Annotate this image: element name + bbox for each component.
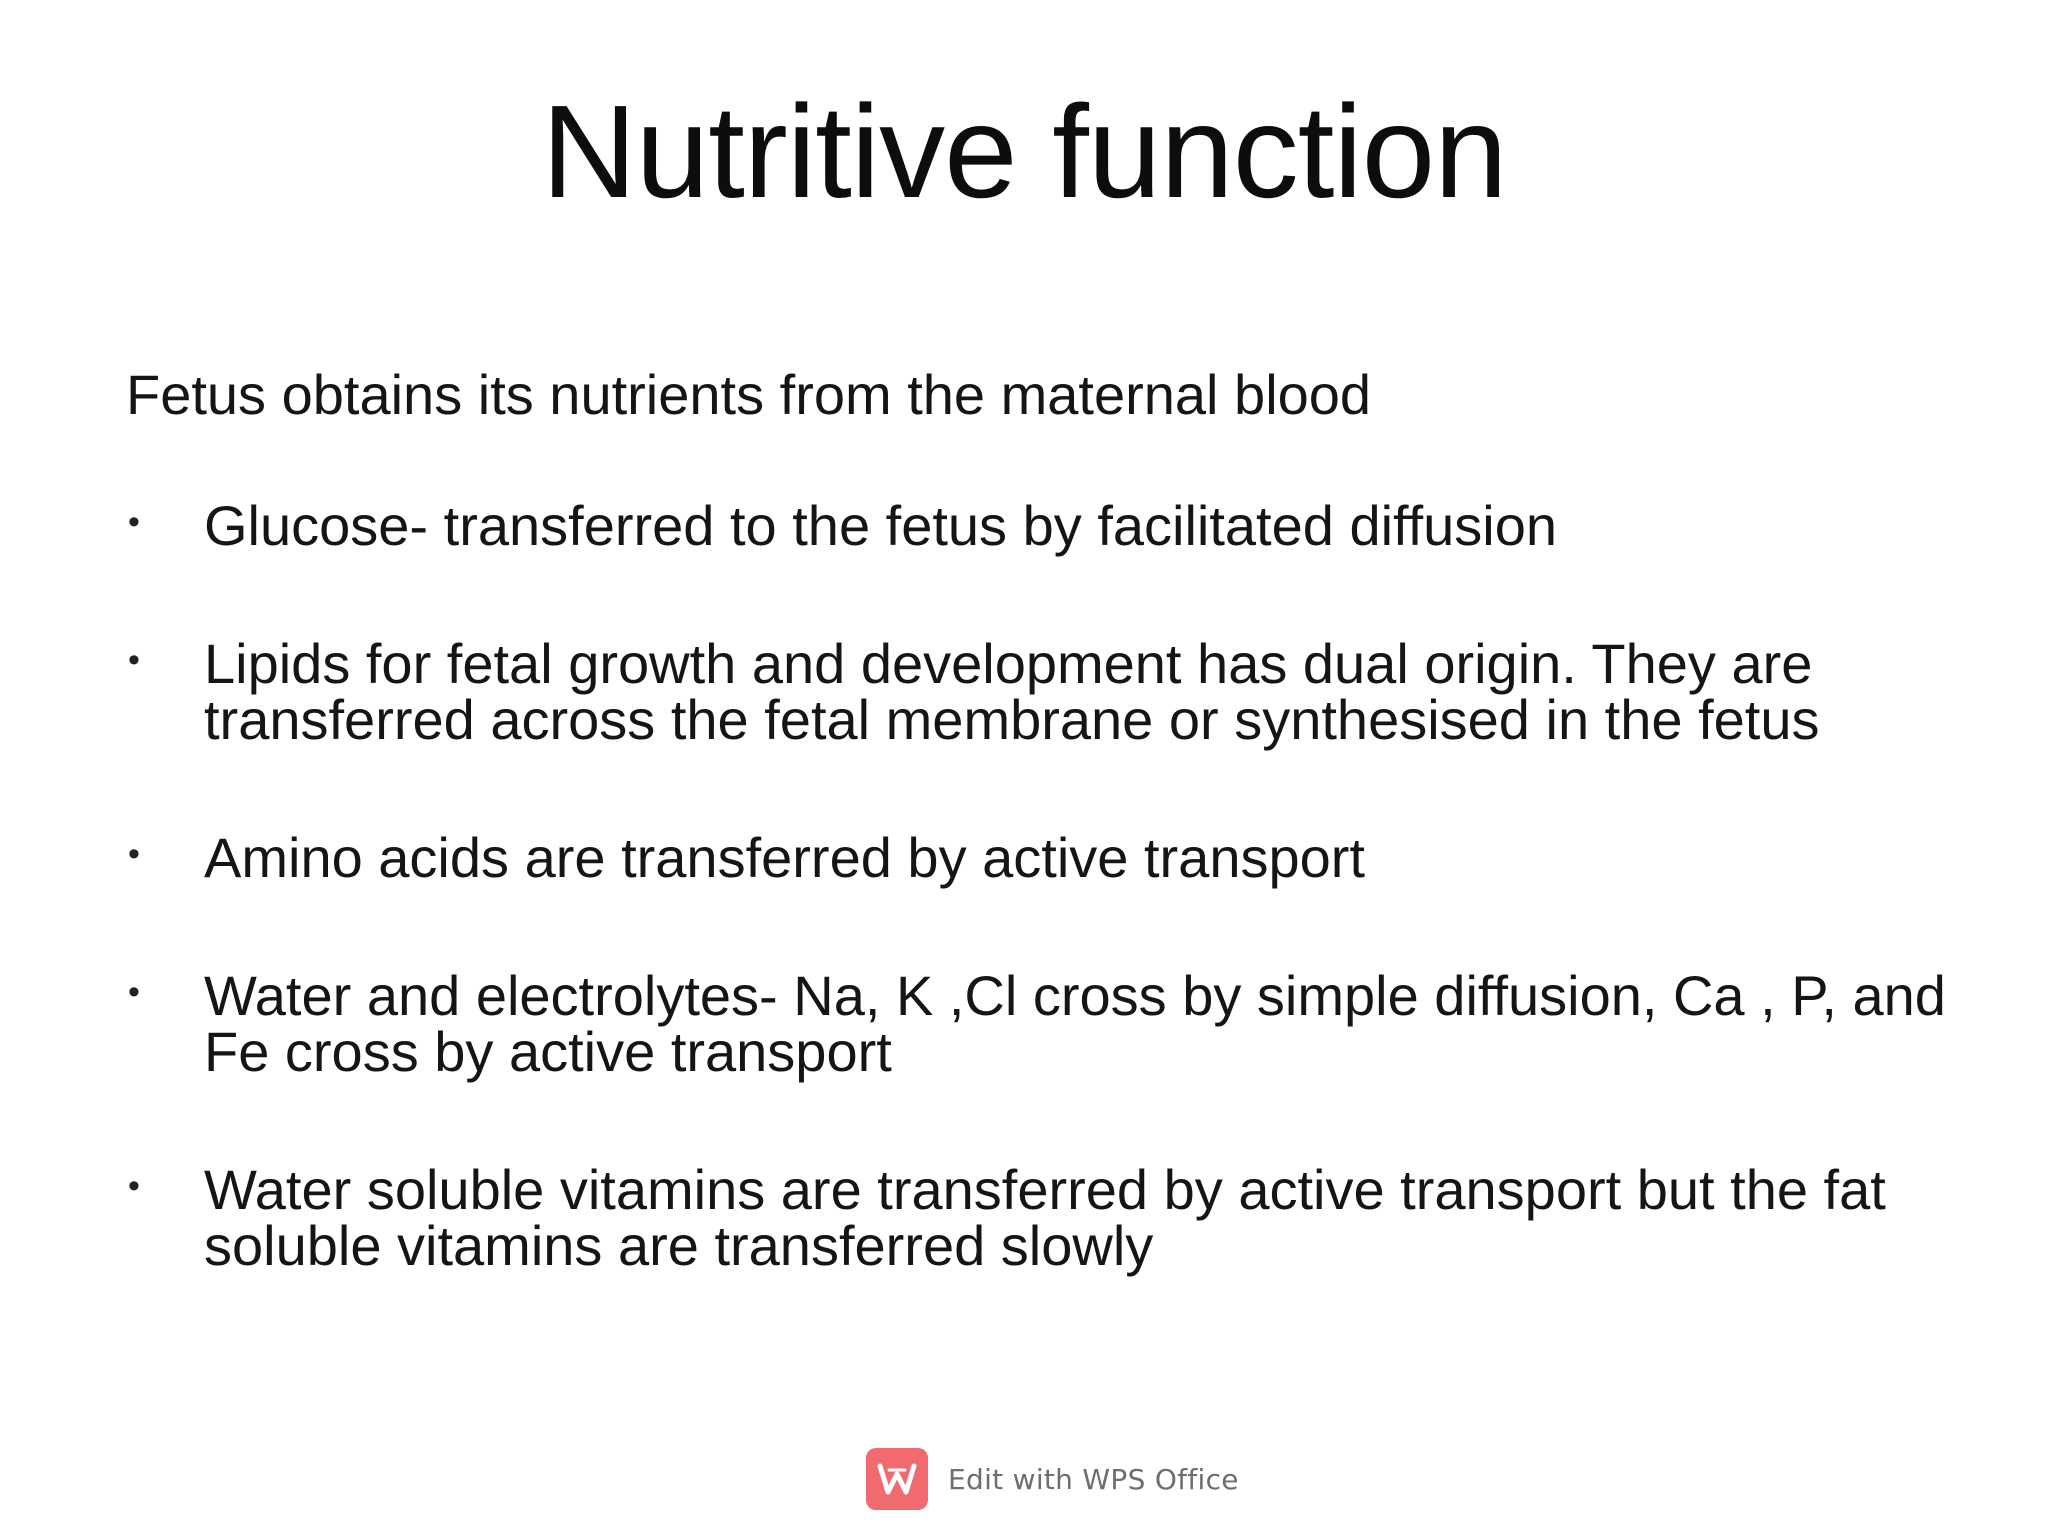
bullet-item-glucose	[126, 494, 1946, 557]
bullet-text: Amino acids are transferred by active transport	[204, 826, 1365, 889]
wps-edit-link[interactable]	[866, 1446, 1239, 1512]
bullet-icon: •	[128, 835, 140, 873]
wps-logo-glyph	[877, 1462, 917, 1496]
bullet-item-lipids	[126, 632, 1946, 751]
intro-text: Fetus obtains its nutrients from the maternal blood	[126, 363, 1372, 426]
bullet-list	[126, 494, 1946, 1277]
bullet-text: Lipids for fetal growth and development has dual origin. They are transferred across the fetal membrane or synthesised in the fetus	[204, 632, 1820, 751]
bullet-item-water-electrolytes	[126, 964, 1946, 1083]
wps-logo-icon	[866, 1448, 928, 1510]
bullet-text: Water soluble vitamins are transferred by active transport but the fat soluble vitamins are transferred slowly	[204, 1158, 1886, 1277]
bullet-text: Water and electrolytes- Na, K ,Cl cross by simple diffusion, Ca , P, and Fe cross by active transport	[204, 964, 1946, 1083]
bullet-text: Glucose- transferred to the fetus by facilitated diffusion	[204, 494, 1558, 557]
wps-edit-text: Edit with WPS Office	[948, 1462, 1239, 1496]
bullet-item-vitamins	[126, 1158, 1946, 1277]
bullet-item-amino-acids	[126, 826, 1946, 889]
bullet-icon: •	[128, 973, 140, 1011]
slide-title: Nutritive function	[541, 78, 1507, 225]
bullet-icon: •	[128, 503, 140, 541]
bullet-icon: •	[128, 641, 140, 679]
bullet-icon: •	[128, 1167, 140, 1205]
slide-content	[126, 360, 1946, 1356]
